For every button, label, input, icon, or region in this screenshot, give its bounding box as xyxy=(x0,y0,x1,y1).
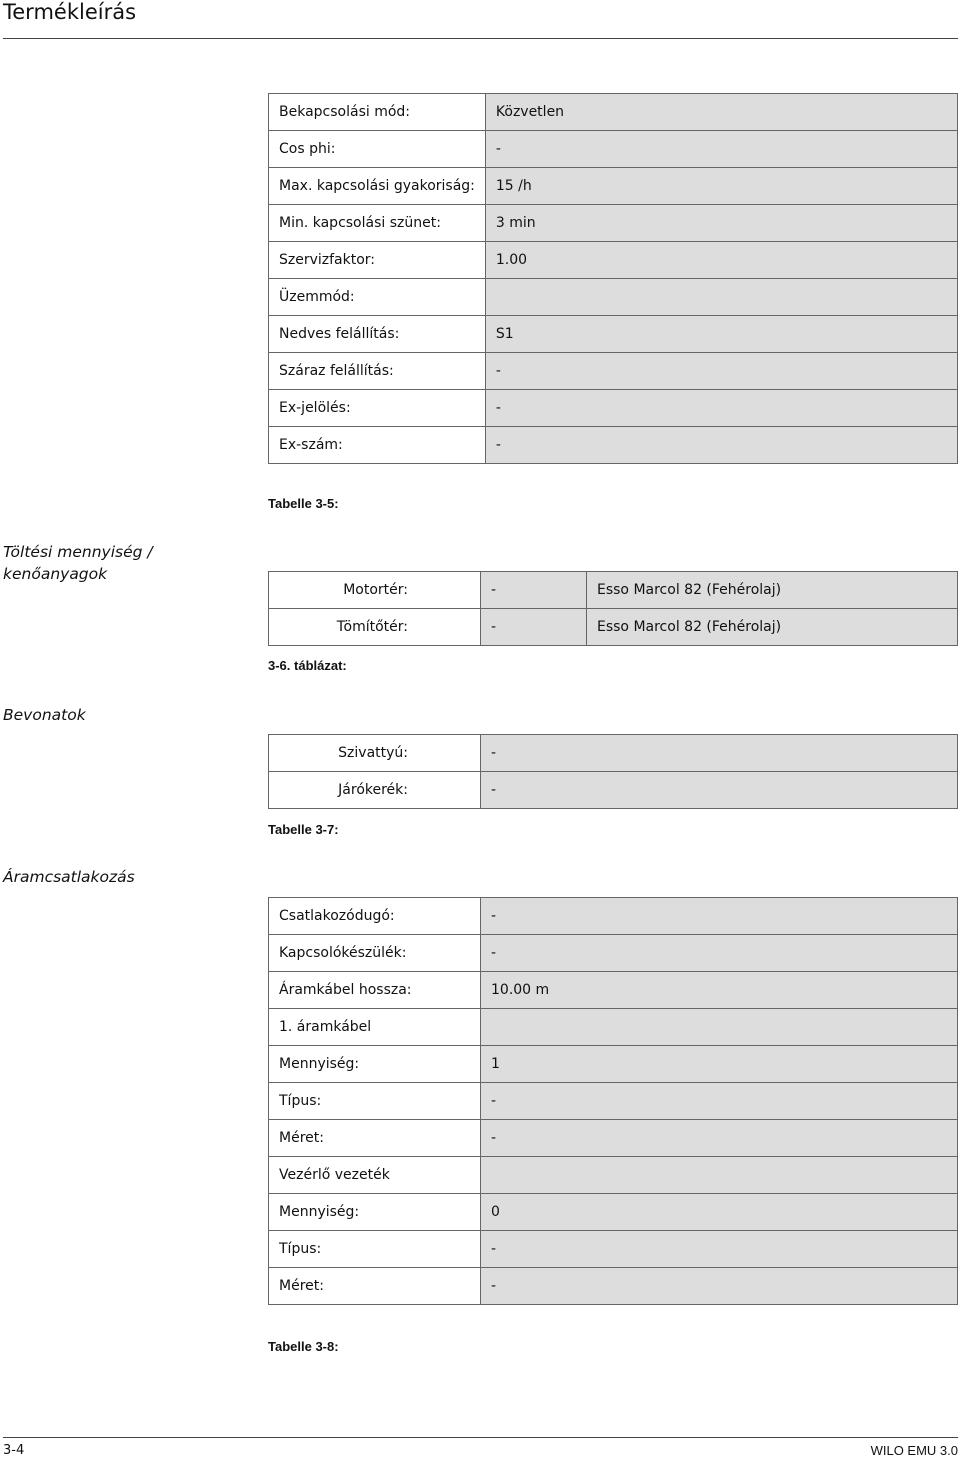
row-value: 3 min xyxy=(485,205,957,242)
row-value: 15 /h xyxy=(485,168,957,205)
footer-rule xyxy=(3,1437,958,1438)
table-row xyxy=(269,1046,958,1083)
section-heading-coatings: Bevonatok xyxy=(3,706,86,724)
table-row xyxy=(269,1009,958,1046)
table-row xyxy=(269,572,958,609)
table-row xyxy=(269,898,958,935)
table-row xyxy=(269,353,958,390)
row-label: Áramkábel hossza: xyxy=(269,972,481,1009)
table-caption: Tabelle 3-8: xyxy=(268,1339,339,1354)
row-type: Esso Marcol 82 (Fehérolaj) xyxy=(587,572,958,609)
row-label: Motortér: xyxy=(269,572,481,609)
row-label: Kapcsolókészülék: xyxy=(269,935,481,972)
row-value: 1.00 xyxy=(485,242,957,279)
table-row xyxy=(269,279,958,316)
row-value: S1 xyxy=(485,316,957,353)
row-value: Közvetlen xyxy=(485,94,957,131)
row-value: 10.00 m xyxy=(481,972,958,1009)
table-row xyxy=(269,242,958,279)
row-label: Mennyiség: xyxy=(269,1194,481,1231)
row-value: 0 xyxy=(481,1194,958,1231)
table-row xyxy=(269,1083,958,1120)
row-value: - xyxy=(481,1120,958,1157)
row-label: Bekapcsolási mód: xyxy=(269,94,486,131)
table-row xyxy=(269,94,958,131)
section-heading-lubricants: Töltési mennyiség / kenőanyagok xyxy=(3,543,153,583)
document-title: WILO EMU 3.0 xyxy=(870,1443,958,1458)
row-value: - xyxy=(481,1231,958,1268)
row-value xyxy=(481,1157,958,1194)
spec-table-3-5 xyxy=(268,93,958,464)
page-number: 3-4 xyxy=(3,1443,25,1458)
table-row xyxy=(269,205,958,242)
table-row xyxy=(269,1157,958,1194)
row-label: Max. kapcsolási gyakoriság: xyxy=(269,168,486,205)
row-value: 1 xyxy=(481,1046,958,1083)
table-row xyxy=(269,772,958,809)
row-value: - xyxy=(481,735,958,772)
row-label: Cos phi: xyxy=(269,131,486,168)
table-row xyxy=(269,131,958,168)
spec-table-3-8 xyxy=(268,897,958,1305)
table-row xyxy=(269,316,958,353)
row-value: - xyxy=(481,898,958,935)
row-value: - xyxy=(481,1083,958,1120)
table-row xyxy=(269,1194,958,1231)
table-row xyxy=(269,1268,958,1305)
table-caption: 3-6. táblázat: xyxy=(268,658,347,673)
spec-table-3-7 xyxy=(268,734,958,809)
header-rule xyxy=(3,38,958,39)
row-label: Vezérlő vezeték xyxy=(269,1157,481,1194)
row-label: Min. kapcsolási szünet: xyxy=(269,205,486,242)
page-title: Termékleírás xyxy=(3,0,137,24)
section-heading-power: Áramcsatlakozás xyxy=(3,868,135,886)
spec-table-3-6 xyxy=(268,571,958,646)
row-value: - xyxy=(485,131,957,168)
row-type: Esso Marcol 82 (Fehérolaj) xyxy=(587,609,958,646)
table-caption: Tabelle 3-5: xyxy=(268,496,339,511)
table-row xyxy=(269,168,958,205)
row-label: Szervizfaktor: xyxy=(269,242,486,279)
row-label: Tömítőtér: xyxy=(269,609,481,646)
row-value: - xyxy=(481,772,958,809)
row-label: Csatlakozódugó: xyxy=(269,898,481,935)
row-label: Méret: xyxy=(269,1120,481,1157)
table-row xyxy=(269,735,958,772)
table-row xyxy=(269,1120,958,1157)
row-label: Típus: xyxy=(269,1083,481,1120)
row-label: Ex-jelölés: xyxy=(269,390,486,427)
table-row xyxy=(269,972,958,1009)
row-label: Járókerék: xyxy=(269,772,481,809)
row-label: Száraz felállítás: xyxy=(269,353,486,390)
table-caption: Tabelle 3-7: xyxy=(268,822,339,837)
row-label: Mennyiség: xyxy=(269,1046,481,1083)
row-label: Ex-szám: xyxy=(269,427,486,464)
row-value: - xyxy=(485,427,957,464)
row-value: - xyxy=(481,1268,958,1305)
row-value xyxy=(481,1009,958,1046)
row-label: Méret: xyxy=(269,1268,481,1305)
table-row xyxy=(269,427,958,464)
table-row xyxy=(269,609,958,646)
row-label: Szivattyú: xyxy=(269,735,481,772)
row-value xyxy=(485,279,957,316)
table-row xyxy=(269,935,958,972)
row-label: Típus: xyxy=(269,1231,481,1268)
table-row xyxy=(269,390,958,427)
row-label: 1. áramkábel xyxy=(269,1009,481,1046)
row-label: Nedves felállítás: xyxy=(269,316,486,353)
row-quantity: - xyxy=(481,572,587,609)
table-row xyxy=(269,1231,958,1268)
row-value: - xyxy=(485,390,957,427)
row-value: - xyxy=(485,353,957,390)
row-quantity: - xyxy=(481,609,587,646)
row-label: Üzemmód: xyxy=(269,279,486,316)
row-value: - xyxy=(481,935,958,972)
